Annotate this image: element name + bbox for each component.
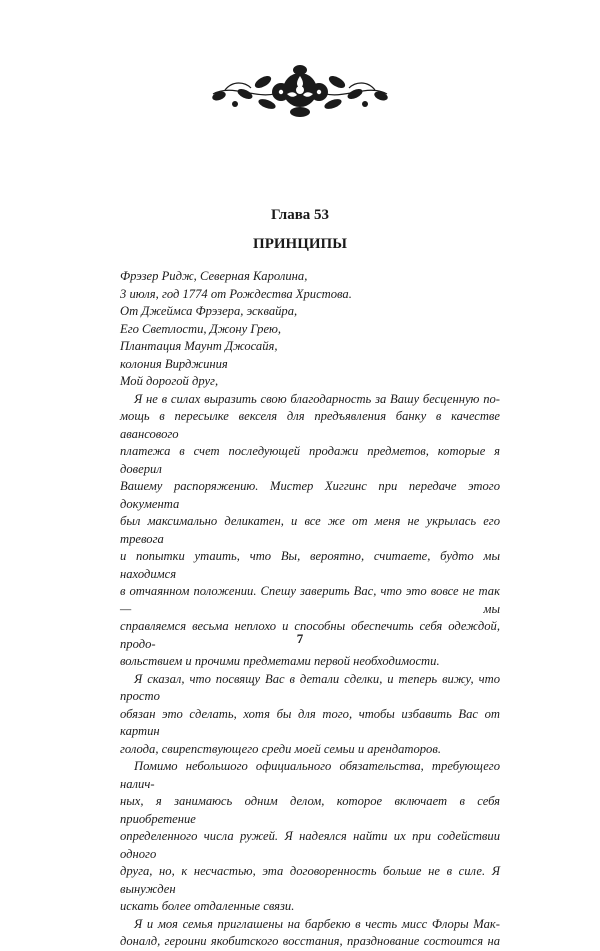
body-line: платежа в счет последующей продажи предметов, которые я доверил — [120, 444, 500, 476]
body-line: Я и моя семья приглашены на барбекю в честь мисс Флоры Мак- — [134, 916, 500, 931]
address-line: Его Светлости, Джону Грею, — [120, 321, 282, 336]
letter-body — [120, 373, 500, 951]
address-block — [120, 268, 520, 373]
body-line: был максимально деликатен, и все же от меня не укрылась его тревога — [120, 514, 500, 546]
body-line: ных, я занимаюсь одним делом, которое включает в себя приобретение — [120, 794, 500, 826]
address-line: 3 июля, год 1774 от Рождества Христова. — [120, 286, 352, 301]
body-line: голода, свирепствующего среди моей семьи и арендаторов. — [120, 741, 441, 756]
page-number: 7 — [296, 631, 304, 646]
address-line: колония Вирджиния — [120, 356, 228, 371]
body-line: Вашему распоряжению. Мистер Хиггинс при передаче этого документа — [120, 479, 500, 511]
address-line: Фрэзер Ридж, Северная Каролина, — [120, 269, 308, 283]
body-line: и попытки утаить, что Вы, вероятно, считаете, будто мы находимся — [120, 549, 500, 581]
chapter-number: Глава 53 — [270, 207, 330, 223]
body-line: вольствием и прочими предметами первой необходимости. — [120, 654, 440, 668]
body-line: Помимо небольшого официального обязательства, требующего налич- — [120, 759, 500, 791]
body-line: в отчаянном положении. Спешу заверить Вас, что это вовсе не так — мы — [120, 584, 500, 616]
body-line: определенного числа ружей. Я надеялся найти их при содействии одного — [120, 829, 500, 861]
address-line: Плантация Маунт Джосайя, — [120, 339, 278, 353]
salutation: Мой дорогой друг, — [120, 374, 219, 388]
floral-ornament-icon — [205, 60, 395, 122]
body-line: Я не в силах выразить свою благодарность за Вашу бесценную по- — [134, 391, 500, 406]
body-line: мощь в пересылке векселя для предъявления банку в качестве авансового — [120, 409, 500, 441]
body-line: доналд, героини якобитского восстания, празднование состоится на — [120, 934, 500, 948]
body-line: обязан это сделать, хотя бы для того, чтобы избавить Вас от картин — [120, 706, 500, 738]
body-line: искать более отдаленные связи. — [120, 899, 295, 913]
address-line: От Джеймса Фрэзера, эсквайра, — [120, 304, 298, 318]
body-line: справляемся весьма неплохо и способны обеспечить себя одеждой, продо- — [120, 619, 500, 651]
body-line: друга, но, к несчастью, эта договоренность больше не в силе. Я вынужден — [120, 864, 500, 896]
chapter-title: ПРИНЦИПЫ — [253, 236, 347, 252]
body-line: Я сказал, что посвящу Вас в детали сделки, и теперь вижу, что просто — [120, 671, 500, 703]
